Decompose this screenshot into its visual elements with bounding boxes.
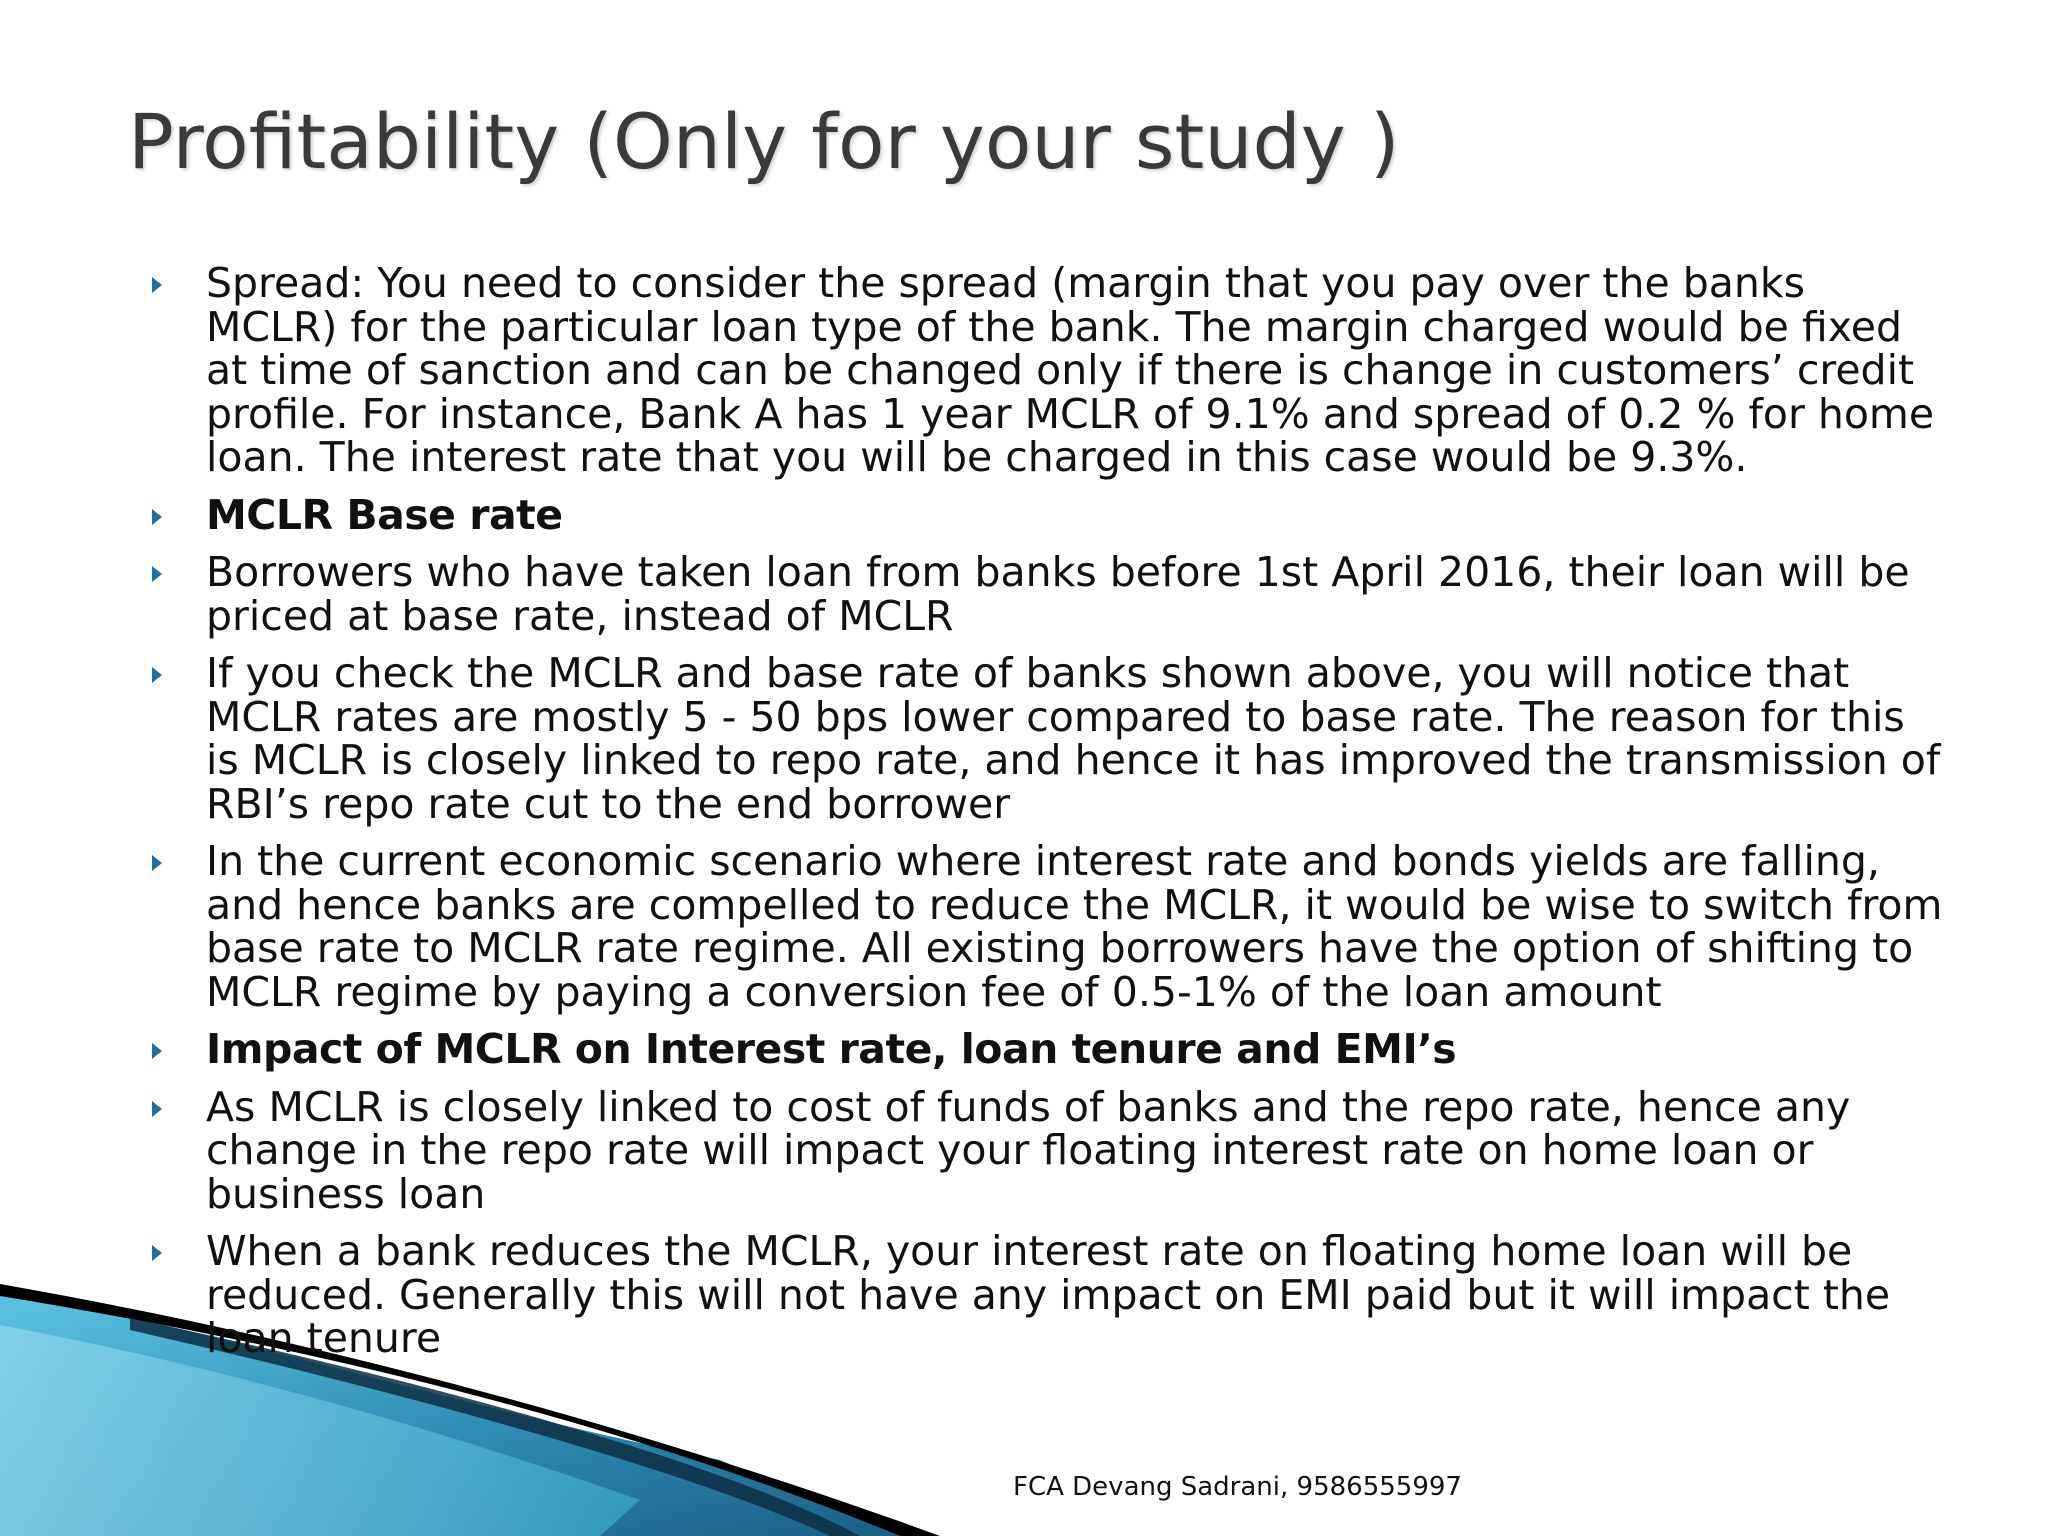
- bullet-text: Borrowers who have taken loan from banks before 1st April 2016, their loan will be priced at base rate, instead of MCLR: [206, 548, 1910, 640]
- triangle-right-icon: [152, 566, 162, 582]
- bullet-list: [148, 259, 1948, 1375]
- bullet-impact-heading: [148, 1025, 1948, 1073]
- bullet-mclr-vs-base: [148, 649, 1948, 828]
- bullet-mclr-reduction: [148, 1227, 1948, 1362]
- footer-credit: FCA Devang Sadrani, 9586555997: [1013, 1472, 1462, 1502]
- bullet-text: : You need to consider the spread (margin that you pay over the banks MCLR) for the particular loan type of the bank. The margin charged would be fixed at time of sanction and can be changed only if there is change in customers’ credit profile. For instance, Bank A has 1 year MCLR of 9.1% and spread of 0.2 % for home loan. The interest rate that you will be charged in this case would be 9.3%.: [206, 259, 1935, 481]
- bullet-text: In the current economic scenario where interest rate and bonds yields are falling, and hence banks are compelled to reduce the MCLR, it would be wise to switch from base rate to MCLR rate regime. All existing borrowers have the option of shifting to MCLR regime by paying a conversion fee of 0.5-1% of the loan amount: [206, 837, 1943, 1016]
- triangle-right-icon: [152, 667, 162, 683]
- bullet-text: If you check the MCLR and base rate of banks shown above, you will notice that MCLR rates are mostly 5 - 50 bps lower compared to base rate. The reason for this is MCLR is closely linked to repo rate, and hence it has improved the transmission of RBI’s repo rate cut to the end borrower: [206, 649, 1941, 828]
- triangle-right-icon: [152, 1245, 162, 1261]
- triangle-right-icon: [152, 855, 162, 871]
- bullet-repo-link: [148, 1082, 1948, 1218]
- bullet-spread: [148, 259, 1948, 481]
- bullet-heading: MCLR Base rate: [206, 490, 563, 539]
- triangle-right-icon: [152, 1043, 162, 1059]
- bullet-text: As MCLR is closely linked to cost of funds of banks and the repo rate, hence any change in the repo rate will impact your floating interest rate on home loan or business loan: [206, 1082, 1851, 1218]
- triangle-right-icon: [152, 277, 162, 293]
- bullet-heading: Impact of MCLR on Interest rate, loan tenure and EMI’s: [206, 1025, 1457, 1073]
- slide-title: Profitability (Only for your study ): [128, 97, 1400, 186]
- bullet-lead-term: Spread: [206, 259, 351, 307]
- bullet-mclr-base-rate: [148, 490, 1948, 539]
- bullet-text: When a bank reduces the MCLR, your interest rate on floating home loan will be reduced. Generally this will not have any impact on EMI paid but it will impact the loan tenure: [206, 1227, 1891, 1362]
- triangle-right-icon: [152, 509, 162, 525]
- bullet-economic-scenario: [148, 837, 1948, 1016]
- bullet-borrowers: [148, 548, 1948, 640]
- triangle-right-icon: [152, 1101, 162, 1117]
